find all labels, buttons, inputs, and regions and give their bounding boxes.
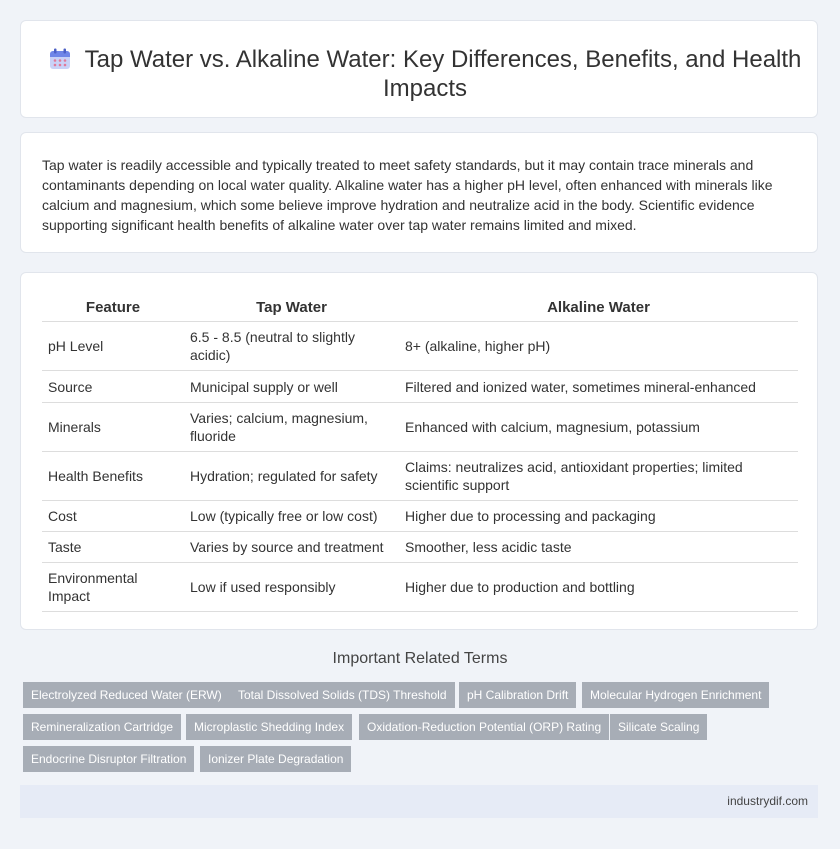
header-tap-water: Tap Water	[184, 293, 399, 322]
table-row	[42, 563, 798, 612]
cell-feature: Taste	[42, 532, 184, 563]
cell-tap: Varies by source and treatment	[184, 532, 399, 563]
related-terms-title: Important Related Terms	[332, 650, 508, 667]
related-term-tag[interactable]: Total Dissolved Solids (TDS) Threshold	[230, 682, 455, 708]
cell-feature: Cost	[42, 501, 184, 532]
cell-feature: Source	[42, 371, 184, 403]
cell-alkaline: Enhanced with calcium, magnesium, potassium	[399, 403, 798, 452]
cell-tap: Low (typically free or low cost)	[184, 501, 399, 532]
table-row	[42, 371, 798, 403]
related-term-tag[interactable]: Ionizer Plate Degradation	[200, 746, 351, 772]
cell-feature: pH Level	[42, 322, 184, 371]
related-term-tag[interactable]: Endocrine Disruptor Filtration	[23, 746, 194, 772]
header-alkaline-water: Alkaline Water	[399, 293, 798, 322]
related-term-tag[interactable]: Microplastic Shedding Index	[186, 714, 352, 740]
comparison-table	[42, 293, 798, 612]
table-row	[42, 501, 798, 532]
cell-tap: Low if used responsibly	[184, 563, 399, 612]
related-term-tag[interactable]: Oxidation-Reduction Potential (ORP) Rating	[359, 714, 609, 740]
related-term-tag[interactable]: Molecular Hydrogen Enrichment	[582, 682, 769, 708]
footer-site[interactable]: industrydif.com	[727, 794, 808, 808]
header-feature: Feature	[42, 293, 184, 322]
related-term-tag[interactable]: Silicate Scaling	[610, 714, 707, 740]
cell-alkaline: Higher due to production and bottling	[399, 563, 798, 612]
table-row	[42, 532, 798, 563]
page-title-wrap	[43, 45, 807, 103]
comparison-card	[20, 272, 818, 630]
table-row	[42, 403, 798, 452]
cell-feature: Environmental Impact	[42, 563, 184, 612]
cell-feature: Minerals	[42, 403, 184, 452]
cell-alkaline: Smoother, less acidic taste	[399, 532, 798, 563]
related-term-tag[interactable]: Remineralization Cartridge	[23, 714, 181, 740]
related-term-tag[interactable]: Electrolyzed Reduced Water (ERW)	[23, 682, 230, 708]
intro-card	[20, 132, 818, 253]
title-card	[20, 20, 818, 118]
cell-alkaline: Higher due to processing and packaging	[399, 501, 798, 532]
cell-tap: Varies; calcium, magnesium, fluoride	[184, 403, 399, 452]
cell-tap: Hydration; regulated for safety	[184, 452, 399, 501]
cell-tap: Municipal supply or well	[184, 371, 399, 403]
cell-alkaline: 8+ (alkaline, higher pH)	[399, 322, 798, 371]
cell-feature: Health Benefits	[42, 452, 184, 501]
cell-alkaline: Claims: neutralizes acid, antioxidant properties; limited scientific support	[399, 452, 798, 501]
footer	[20, 785, 818, 818]
intro-text: Tap water is readily accessible and typically treated to meet safety standards, but it may contain trace minerals and contaminants depending on local water quality. Alkaline water has a higher pH level, often enhanced with minerals like calcium and magnesium, which some believe improve hydration and neutralize acid in the body. Scientific evidence supporting significant health benefits of alkaline water over tap water remains limited and mixed.	[42, 157, 773, 233]
page-title: Tap Water vs. Alkaline Water: Key Differences, Benefits, and Health Impacts	[84, 46, 802, 102]
related-term-tag[interactable]: pH Calibration Drift	[459, 682, 576, 708]
cell-tap: 6.5 - 8.5 (neutral to slightly acidic)	[184, 322, 399, 371]
table-row	[42, 452, 798, 501]
calendar-icon	[49, 48, 71, 70]
cell-alkaline: Filtered and ionized water, sometimes mineral-enhanced	[399, 371, 798, 403]
table-header-row	[42, 293, 798, 322]
table-row	[42, 322, 798, 371]
